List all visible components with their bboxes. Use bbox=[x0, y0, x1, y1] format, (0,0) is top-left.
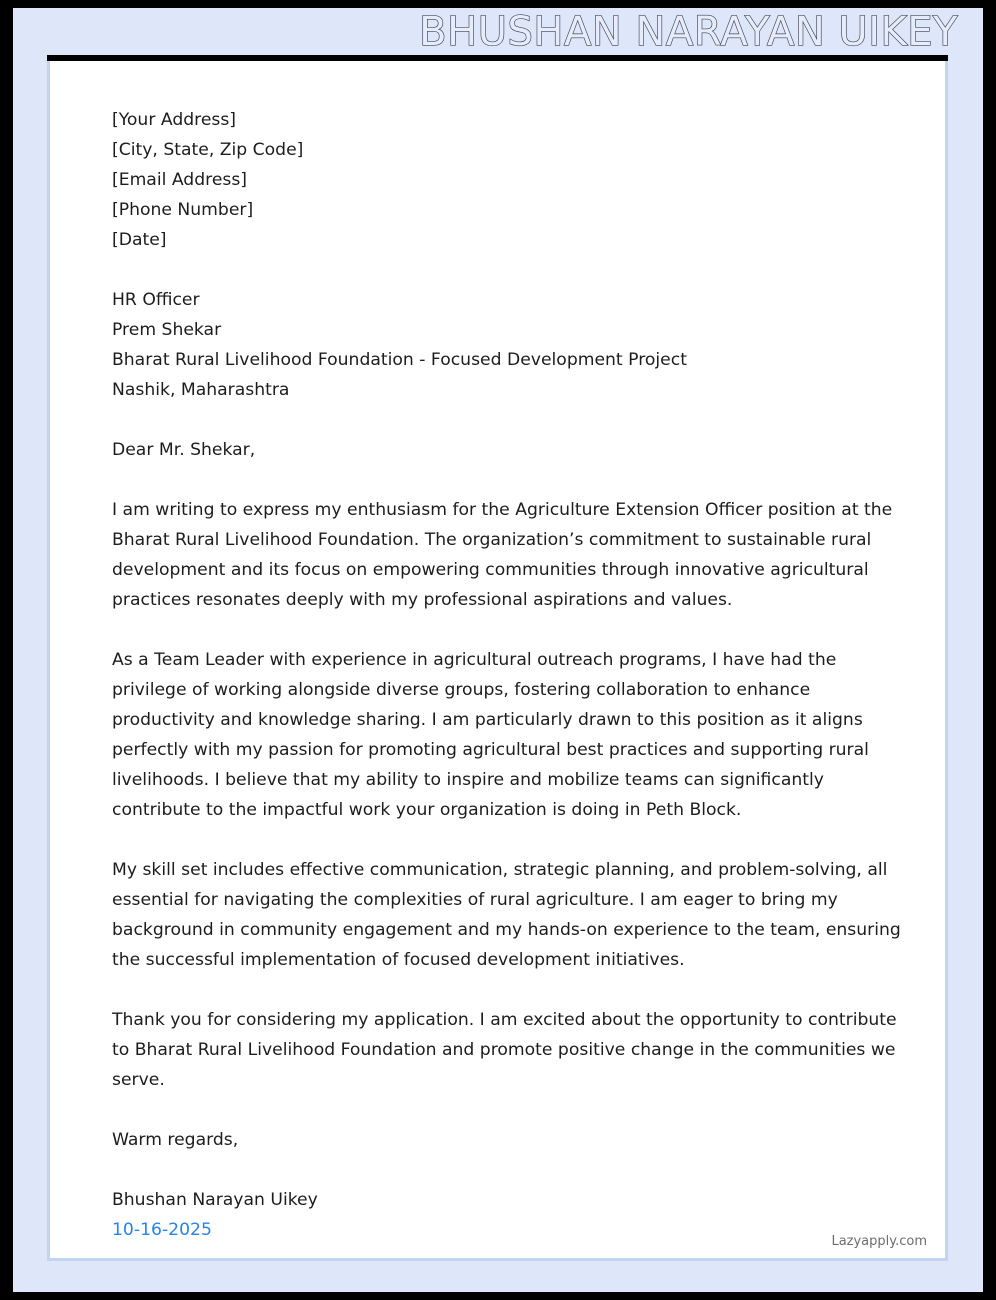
recipient-line: Nashik, Maharashtra bbox=[112, 380, 290, 400]
closing bbox=[112, 1125, 907, 1155]
signature-date: 10-16-2025 bbox=[112, 1220, 212, 1240]
letter-sheet bbox=[47, 61, 948, 1261]
body-paragraph: My skill set includes effective communication, strategic planning, and problem-solving, all essential for navigating the complexities of rural agriculture. I am eager to bring my background in community engagement and my hands-on experience to the team, ensuring the successful implementation of focused development initiatives. bbox=[112, 860, 901, 970]
body-paragraph: Thank you for considering my application. I am excited about the opportunity to contribute to Bharat Rural Livelihood Foundation and promote positive change in the communities we serve. bbox=[112, 1010, 897, 1090]
document-header bbox=[13, 8, 983, 55]
signature-name: Bhushan Narayan Uikey bbox=[112, 1190, 318, 1210]
sender-line: [Date] bbox=[112, 230, 167, 250]
recipient-line: Bharat Rural Livelihood Foundation - Focused Development Project bbox=[112, 350, 687, 370]
sender-line: [City, State, Zip Code] bbox=[112, 140, 304, 160]
page-title: BHUSHAN NARAYAN UIKEY bbox=[419, 8, 958, 55]
sender-address-block bbox=[112, 105, 907, 255]
sender-line: [Email Address] bbox=[112, 170, 248, 190]
letter-body bbox=[112, 105, 907, 1245]
closing-line: Warm regards, bbox=[112, 1130, 239, 1150]
sender-line: [Your Address] bbox=[112, 110, 237, 130]
salutation-line: Dear Mr. Shekar, bbox=[112, 440, 256, 460]
recipient-line: Prem Shekar bbox=[112, 320, 222, 340]
sender-line: [Phone Number] bbox=[112, 200, 254, 220]
recipient-address-block bbox=[112, 285, 907, 405]
body-paragraph: As a Team Leader with experience in agricultural outreach programs, I have had the privilege of working alongside diverse groups, fostering collaboration to enhance productivity and knowledge sharing. I am particularly drawn to this position as it aligns perfectly with my passion for promoting agricultural best practices and supporting rural livelihoods. I believe that my ability to inspire and mobilize teams can significantly contribute to the impactful work your organization is doing in Peth Block. bbox=[112, 650, 869, 820]
body-paragraph: I am writing to express my enthusiasm for the Agriculture Extension Officer position at the Bharat Rural Livelihood Foundation. The organization’s commitment to sustainable rural development and its focus on empowering communities through innovative agricultural practices resonates deeply with my professional aspirations and values. bbox=[112, 500, 893, 610]
watermark-lazyapply: Lazyapply.com bbox=[831, 1234, 927, 1249]
salutation bbox=[112, 435, 907, 465]
recipient-line: HR Officer bbox=[112, 290, 200, 310]
signature-block bbox=[112, 1185, 907, 1245]
